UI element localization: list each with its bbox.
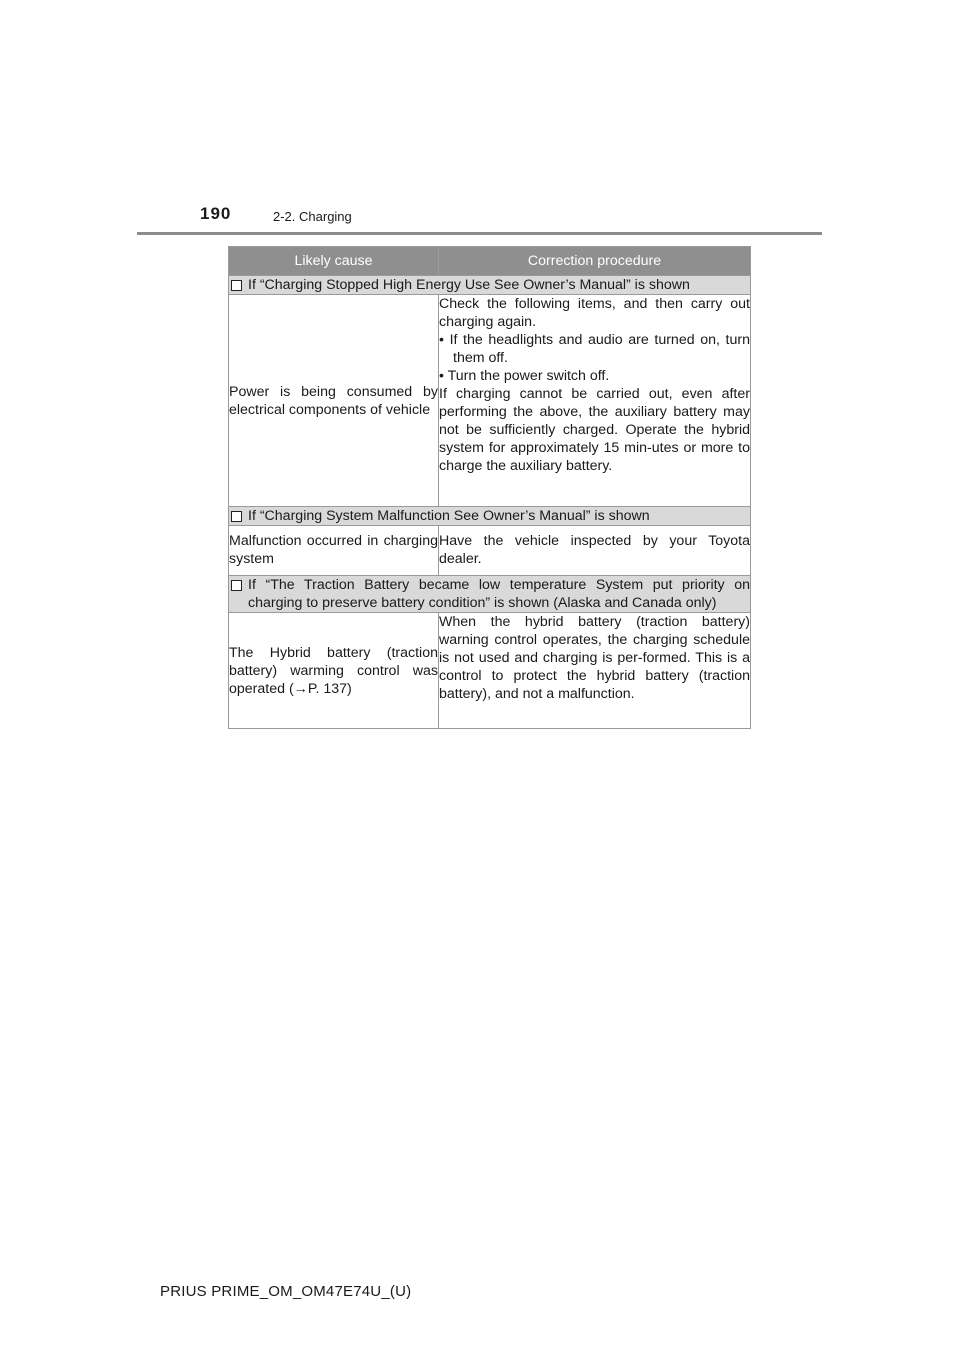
column-header-likely-cause: Likely cause [229,247,439,276]
correction-procedure-cell [439,526,751,576]
procedure-intro: When the hybrid battery (traction battery) warning control operates, the charging schedule is not used and charging is per-formed. This is a control to protect the hybrid battery (traction battery), and not a malfunction. [439,614,750,702]
procedure-outro: If charging cannot be carried out, even after performing the above, the auxiliary battery may not be sufficiently charged. Operate the hybrid system for approximately 15 min-utes or more to charge the auxiliary battery. [439,386,750,474]
header-rule [137,232,822,235]
likely-cause-cell: Malfunction occurred in charging system [229,526,439,576]
table-row [229,295,751,507]
checkbox-square-icon [231,511,242,522]
page-number: 190 [200,204,232,223]
procedure-bullet: • If the headlights and audio are turned on, turn them off. [439,332,750,366]
table-row [229,613,751,729]
condition-text: If “Charging Stopped High Energy Use See Owner’s Manual” is shown [248,277,690,293]
correction-procedure-cell [439,613,751,729]
troubleshooting-table [228,246,751,729]
checkbox-square-icon [231,580,242,591]
procedure-bullet: • Turn the power switch off. [439,368,610,384]
likely-cause-cell: The Hybrid battery (traction battery) warming control was operated (→P. 137) [229,613,439,729]
condition-row [229,276,751,295]
correction-procedure-cell [439,295,751,507]
procedure-intro: Have the vehicle inspected by your Toyota dealer. [439,533,750,567]
checkbox-square-icon [231,280,242,291]
manual-code-footer: PRIUS PRIME_OM_OM47E74U_(U) [160,1283,412,1300]
condition-row [229,576,751,613]
table-row [229,526,751,576]
condition-text: If “Charging System Malfunction See Owner’s Manual” is shown [248,508,650,524]
column-header-correction-procedure: Correction procedure [439,247,751,276]
condition-text: If “The Traction Battery became low temperature System put priority on charging to preserve battery condition” is shown (Alaska and Canada only) [248,577,750,611]
likely-cause-cell: Power is being consumed by electrical components of vehicle [229,295,439,507]
condition-row [229,507,751,526]
section-title: 2-2. Charging [273,209,352,224]
procedure-intro: Check the following items, and then carry out charging again. [439,296,750,330]
table-header-row [229,247,751,276]
